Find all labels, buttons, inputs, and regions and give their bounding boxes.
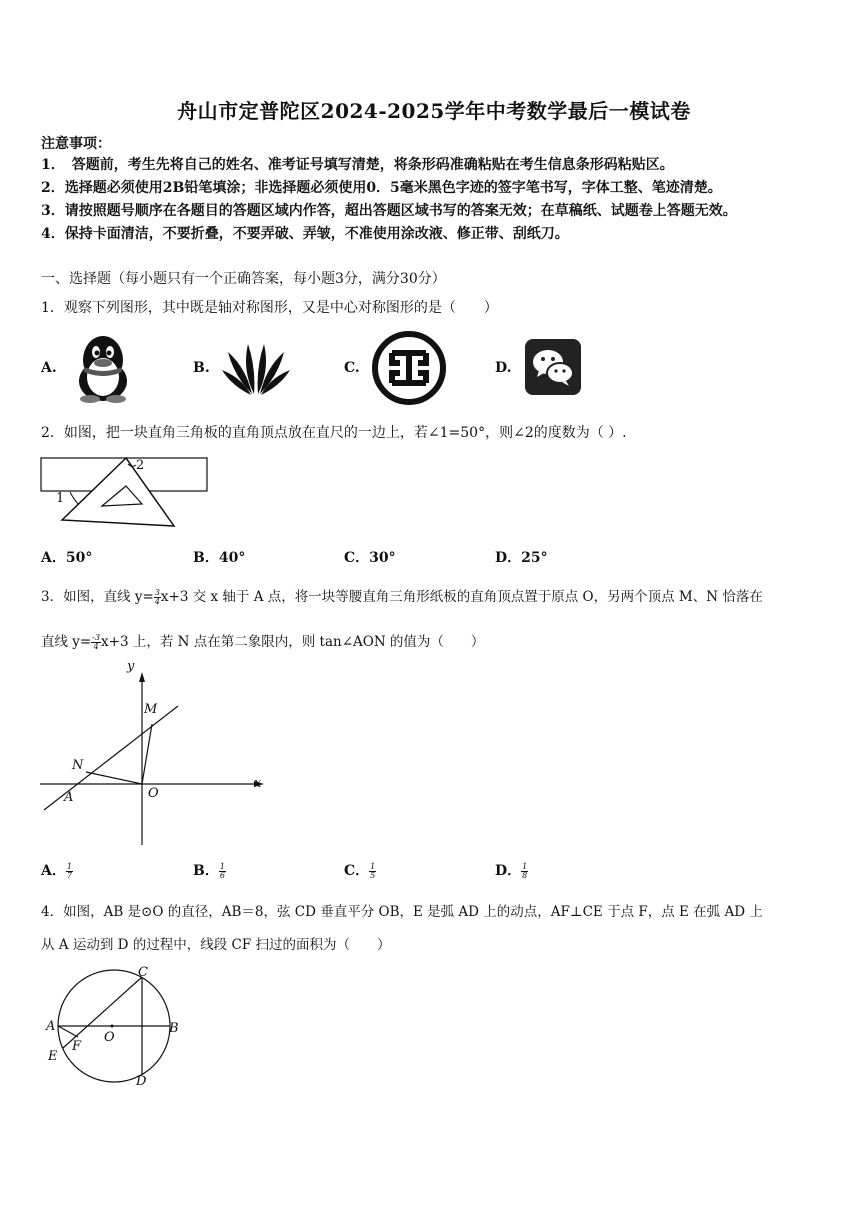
q3-fig-label-x: x	[254, 776, 262, 791]
q2-option-a: A．50°	[41, 550, 93, 566]
q3-option-b-num: 1	[219, 861, 225, 871]
q3-option-d-num: 1	[522, 861, 528, 871]
note-item-4: 4．保持卡面清洁，不要折叠，不要弄破、弄皱，不准使用涂改液、修正带、刮纸刀。	[41, 226, 569, 242]
q3-fraction-2-den: 4	[93, 642, 99, 651]
q3-option-a-label: A．	[41, 863, 66, 879]
q3-fraction-1-den: 4	[154, 597, 160, 606]
q1-option-d-label: D.	[495, 360, 512, 376]
q4-fig-label-c: C	[138, 965, 148, 980]
q3-option-b	[193, 860, 226, 880]
q1-option-b-label: B.	[193, 360, 210, 376]
q3-option-b-fraction	[219, 863, 226, 880]
q2-option-c: C．30°	[344, 550, 396, 566]
q3-fraction-2	[91, 634, 101, 651]
section-heading: 一、选择题（每小题只有一个正确答案，每小题3分，满分30分）	[41, 271, 446, 287]
q3-line1-end: x+3 交 x 轴于 A 点，将一块等腰直角三角形纸板的直角顶点置于原点 O，另两个顶点 M、N 恰落在	[160, 589, 763, 605]
q3-line1-start: 3．如图，直线 y=	[41, 589, 154, 605]
q1-option-a-label: A.	[41, 360, 57, 376]
wechat-logo-icon	[524, 338, 582, 396]
q3-fraction-2-num: -3	[92, 633, 101, 642]
note-item-1: 1． 答题前，考生先将自己的姓名、准考证号填写清楚，将条形码准确粘贴在考生信息条形码粘贴区。	[41, 157, 674, 173]
q3-option-c-num: 1	[370, 861, 376, 871]
q3-option-d	[495, 860, 528, 880]
q3-line2-start: 直线 y=	[41, 634, 92, 650]
q3-fig-label-a: A	[64, 790, 74, 805]
q3-fraction-1	[154, 589, 161, 606]
q2-angle-1-label: 1	[56, 491, 65, 506]
q3-fig-label-o: O	[148, 786, 159, 801]
question-2-stem: 2．如图，把一块直角三角板的直角顶点放在直尺的一边上，若∠1=50°，则∠2的度数为（ ）.	[41, 425, 627, 441]
q3-option-b-label: B．	[193, 863, 219, 879]
q3-option-c-label: C．	[344, 863, 370, 879]
q2-angle-2-label: 2	[136, 458, 145, 473]
q4-circle-figure	[40, 960, 190, 1095]
q2-option-b: B．40°	[193, 550, 246, 566]
q3-line2-end: x+3 上，若 N 点在第二象限内，则 tan∠AON 的值为（ ）	[101, 634, 485, 650]
question-4-line-2: 从 A 运动到 D 的过程中，线段 CF 扫过的面积为（ ）	[41, 937, 391, 953]
huawei-logo-icon	[220, 340, 292, 396]
q3-option-c-den: 5	[370, 870, 376, 880]
q3-option-d-den: 8	[522, 870, 528, 880]
q3-fraction-1-num: 3	[154, 588, 160, 597]
q2-ruler-triangle-figure	[40, 456, 212, 534]
q3-fig-label-m: M	[144, 702, 158, 717]
q2-option-d: D．25°	[495, 550, 548, 566]
qq-penguin-logo-icon	[70, 333, 136, 403]
question-3-line-1	[41, 585, 763, 606]
q3-option-d-fraction	[521, 863, 528, 880]
question-1-stem: 1．观察下列图形，其中既是轴对称图形，又是中心对称图形的是（ ）	[41, 300, 498, 316]
q3-option-a-fraction	[66, 863, 73, 880]
q3-option-a	[41, 860, 73, 880]
q3-option-b-den: 6	[219, 870, 225, 880]
q3-fig-label-n: N	[72, 758, 84, 773]
q4-fig-label-a: A	[46, 1019, 56, 1034]
note-item-2: 2．选择题必须使用2B铅笔填涂；非选择题必须使用0．5毫米黑色字迹的签字笔书写，字体工整、笔迹清楚。	[41, 180, 722, 196]
question-3-line-2	[41, 630, 484, 651]
q4-fig-label-e: E	[48, 1049, 58, 1064]
q3-option-d-label: D．	[495, 863, 522, 879]
q3-option-c-fraction	[369, 863, 376, 880]
q3-fig-label-y: y	[127, 659, 135, 674]
q4-fig-label-d: D	[136, 1074, 147, 1089]
q3-option-a-den: 7	[66, 870, 72, 880]
q3-option-a-num: 1	[66, 861, 72, 871]
q4-fig-label-f: F	[72, 1039, 82, 1054]
page-title: 舟山市定普陀区2024-2025学年中考数学最后一模试卷	[177, 99, 691, 123]
q4-fig-label-b: B	[169, 1021, 179, 1036]
q3-option-c	[344, 860, 376, 880]
question-4-line-1: 4．如图，AB 是⊙O 的直径，AB＝8，弦 CD 垂直平分 OB，E 是弧 AD 上的动点，AF⊥CE 于点 F，点 E 在弧 AD 上	[41, 904, 763, 920]
q4-fig-label-o: O	[104, 1030, 115, 1045]
notes-heading: 注意事项：	[41, 136, 111, 152]
q3-coordinate-figure	[40, 660, 270, 850]
note-item-3: 3．请按照题号顺序在各题目的答题区域内作答，超出答题区域书写的答案无效；在草稿纸、试题卷上答题无效。	[41, 203, 737, 219]
q1-option-c-label: C.	[344, 360, 360, 376]
icbc-bank-logo-icon	[372, 331, 446, 405]
